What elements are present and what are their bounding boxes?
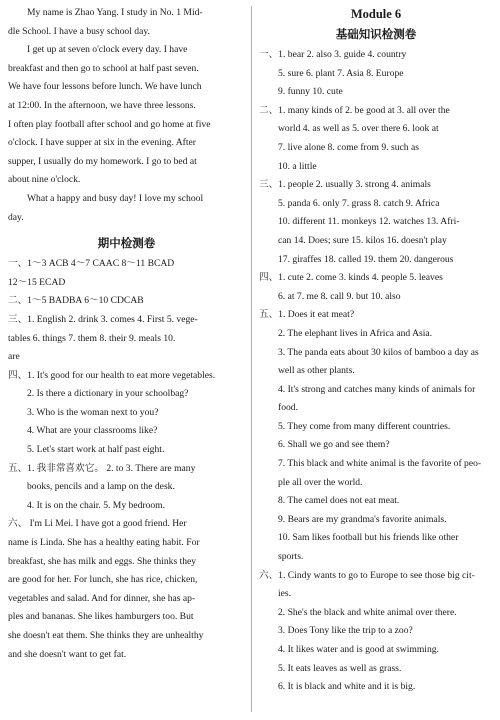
answer-line: 4. It is on the chair. 5. My bedroom. bbox=[27, 499, 166, 511]
answer-line: 六、1. Cindy wants to go to Europe to see those big cit- bbox=[259, 569, 475, 581]
answer-line: 12～15 ECAD bbox=[8, 276, 66, 288]
answer-line: vegetables and salad. And for dinner, she has ap- bbox=[8, 592, 196, 604]
answer-line: ple all over the world. bbox=[278, 476, 363, 488]
answer-line: ies. bbox=[278, 588, 292, 600]
answer-line: 四、1. cute 2. come 3. kinds 4. people 5. leaves bbox=[259, 272, 443, 284]
answer-line: 10. a little bbox=[278, 160, 317, 172]
passage-line: I often play football after school and go home at five bbox=[8, 118, 211, 130]
answer-line: well as other plants. bbox=[278, 365, 355, 377]
answer-line: 4. It's strong and catches many kinds of animals for bbox=[278, 383, 476, 395]
passage-line: o'clock. I have supper at six in the evening. After bbox=[8, 137, 196, 149]
answer-line: sports. bbox=[278, 551, 304, 563]
answer-line: 5. They come from many different countries. bbox=[278, 420, 451, 432]
answer-line: 一、1. bear 2. also 3. guide 4. country bbox=[259, 49, 407, 60]
left-column bbox=[8, 4, 245, 664]
passage-line: dle School. I have a busy school day. bbox=[8, 25, 150, 37]
answer-line: 五、1. 我非常喜欢它。 2. to 3. There are many bbox=[8, 462, 196, 474]
answer-line: tables 6. things 7. them 8. their 9. meals 10. bbox=[8, 332, 176, 344]
answer-line: 9. funny 10. cute bbox=[278, 86, 343, 98]
answer-line: 五、1. Does it eat meat? bbox=[259, 309, 355, 321]
passage-line: at 12:00. In the afternoon, we have three lessons. bbox=[8, 99, 196, 111]
answer-line: 2. She's the black and white animal over there. bbox=[278, 606, 457, 618]
answer-line: name is Linda. She has a healthy eating habit. For bbox=[8, 537, 200, 549]
answer-line: 10. Sam likes football but his friends like other bbox=[278, 532, 459, 544]
answer-line: food. bbox=[278, 402, 298, 414]
answer-line: ples and bananas. She likes hamburgers too. But bbox=[8, 611, 194, 623]
answer-line: 6. Shall we go and see them? bbox=[278, 439, 390, 451]
answer-line: are good for her. For lunch, she has rice, chicken, bbox=[8, 574, 198, 586]
answer-line: 5. Let's start work at half past eight. bbox=[27, 444, 165, 456]
passage-line: about nine o'clock. bbox=[8, 174, 81, 186]
answer-line: can 14. Does; sure 15. kilos 16. doesn't play bbox=[278, 234, 447, 246]
answer-line: 3. The panda eats about 30 kilos of bamboo a day as bbox=[278, 346, 479, 358]
column-divider bbox=[251, 6, 252, 712]
passage-line: I get up at seven o'clock every day. I have bbox=[27, 44, 188, 56]
answer-line: breakfast, she has milk and eggs. She thinks they bbox=[8, 555, 197, 567]
passage-line: We have four lessons before lunch. We have lunch bbox=[8, 81, 202, 93]
module-subtitle: 基础知识检测卷 bbox=[335, 29, 417, 41]
answer-line: 一、1～3 ACB 4～7 CAAC 8～11 BCAD bbox=[8, 258, 175, 270]
answer-line: 6. It is black and white and it is big. bbox=[278, 681, 416, 693]
answer-line: 2. The elephant lives in Africa and Asia. bbox=[278, 327, 433, 339]
answer-line: 17. giraffes 18. called 19. them 20. dangerous bbox=[278, 253, 454, 265]
answer-line: are bbox=[8, 351, 20, 363]
answer-line: 三、1. people 2. usually 3. strong 4. animals bbox=[259, 179, 431, 191]
answer-line: 4. What are your classrooms like? bbox=[27, 425, 158, 437]
answer-line: 8. The camel does not eat meat. bbox=[278, 495, 400, 507]
passage-line: day. bbox=[8, 211, 24, 223]
answer-line: 三、1. English 2. drink 3. comes 4. First 5. vege- bbox=[8, 313, 198, 325]
answer-line: 6. at 7. me 8. call 9. but 10. also bbox=[278, 290, 401, 302]
answer-line: 3. Who is the woman next to you? bbox=[27, 406, 159, 418]
answer-line: 5. panda 6. only 7. grass 8. catch 9. Africa bbox=[278, 197, 440, 209]
answer-line: 六、 I'm Li Mei. I have got a good friend. Her bbox=[8, 518, 187, 530]
right-column bbox=[259, 4, 493, 697]
answer-line: 5. sure 6. plant 7. Asia 8. Europe bbox=[278, 67, 404, 79]
answer-line: 10. different 11. monkeys 12. watches 13. Afri- bbox=[278, 216, 460, 228]
answer-line: she doesn't eat them. She thinks they are unhealthy bbox=[8, 630, 204, 641]
answer-line: 7. This black and white animal is the favorite of peo- bbox=[278, 458, 482, 470]
answer-line: 二、1. many kinds of 2. be good at 3. all over the bbox=[259, 104, 450, 116]
answer-line: 9. Bears are my grandma's favorite animals. bbox=[278, 513, 447, 525]
passage-line: My name is Zhao Yang. I study in No. 1 Mid- bbox=[27, 7, 203, 18]
answer-line: 2. Is there a dictionary in your schoolbag? bbox=[27, 388, 189, 400]
module-title: Module 6 bbox=[350, 7, 402, 21]
answer-line: 5. It eats leaves as well as grass. bbox=[278, 662, 402, 674]
passage-line: breakfast and then go to school at half past seven. bbox=[8, 62, 199, 74]
answer-line: 7. live alone 8. come from 9. such as bbox=[278, 141, 419, 153]
answer-line: books, pencils and a lamp on the desk. bbox=[27, 481, 175, 493]
answer-line: 4. It likes water and is good at swimming. bbox=[278, 644, 439, 655]
answer-line: world 4. as well as 5. over there 6. look at bbox=[278, 123, 439, 135]
answer-line: and she doesn't want to get fat. bbox=[8, 648, 127, 660]
answer-line: 3. Does Tony like the trip to a zoo? bbox=[278, 625, 413, 637]
passage-line: supper, I usually do my homework. I go to bed at bbox=[8, 155, 197, 167]
passage-line: What a happy and busy day! I love my school bbox=[27, 192, 204, 204]
midterm-title: 期中检测卷 bbox=[97, 238, 156, 251]
answer-line: 二、1～5 BADBA 6～10 CDCAB bbox=[8, 295, 144, 307]
answer-line: 四、1. It's good for our health to eat more vegetables. bbox=[8, 369, 216, 381]
